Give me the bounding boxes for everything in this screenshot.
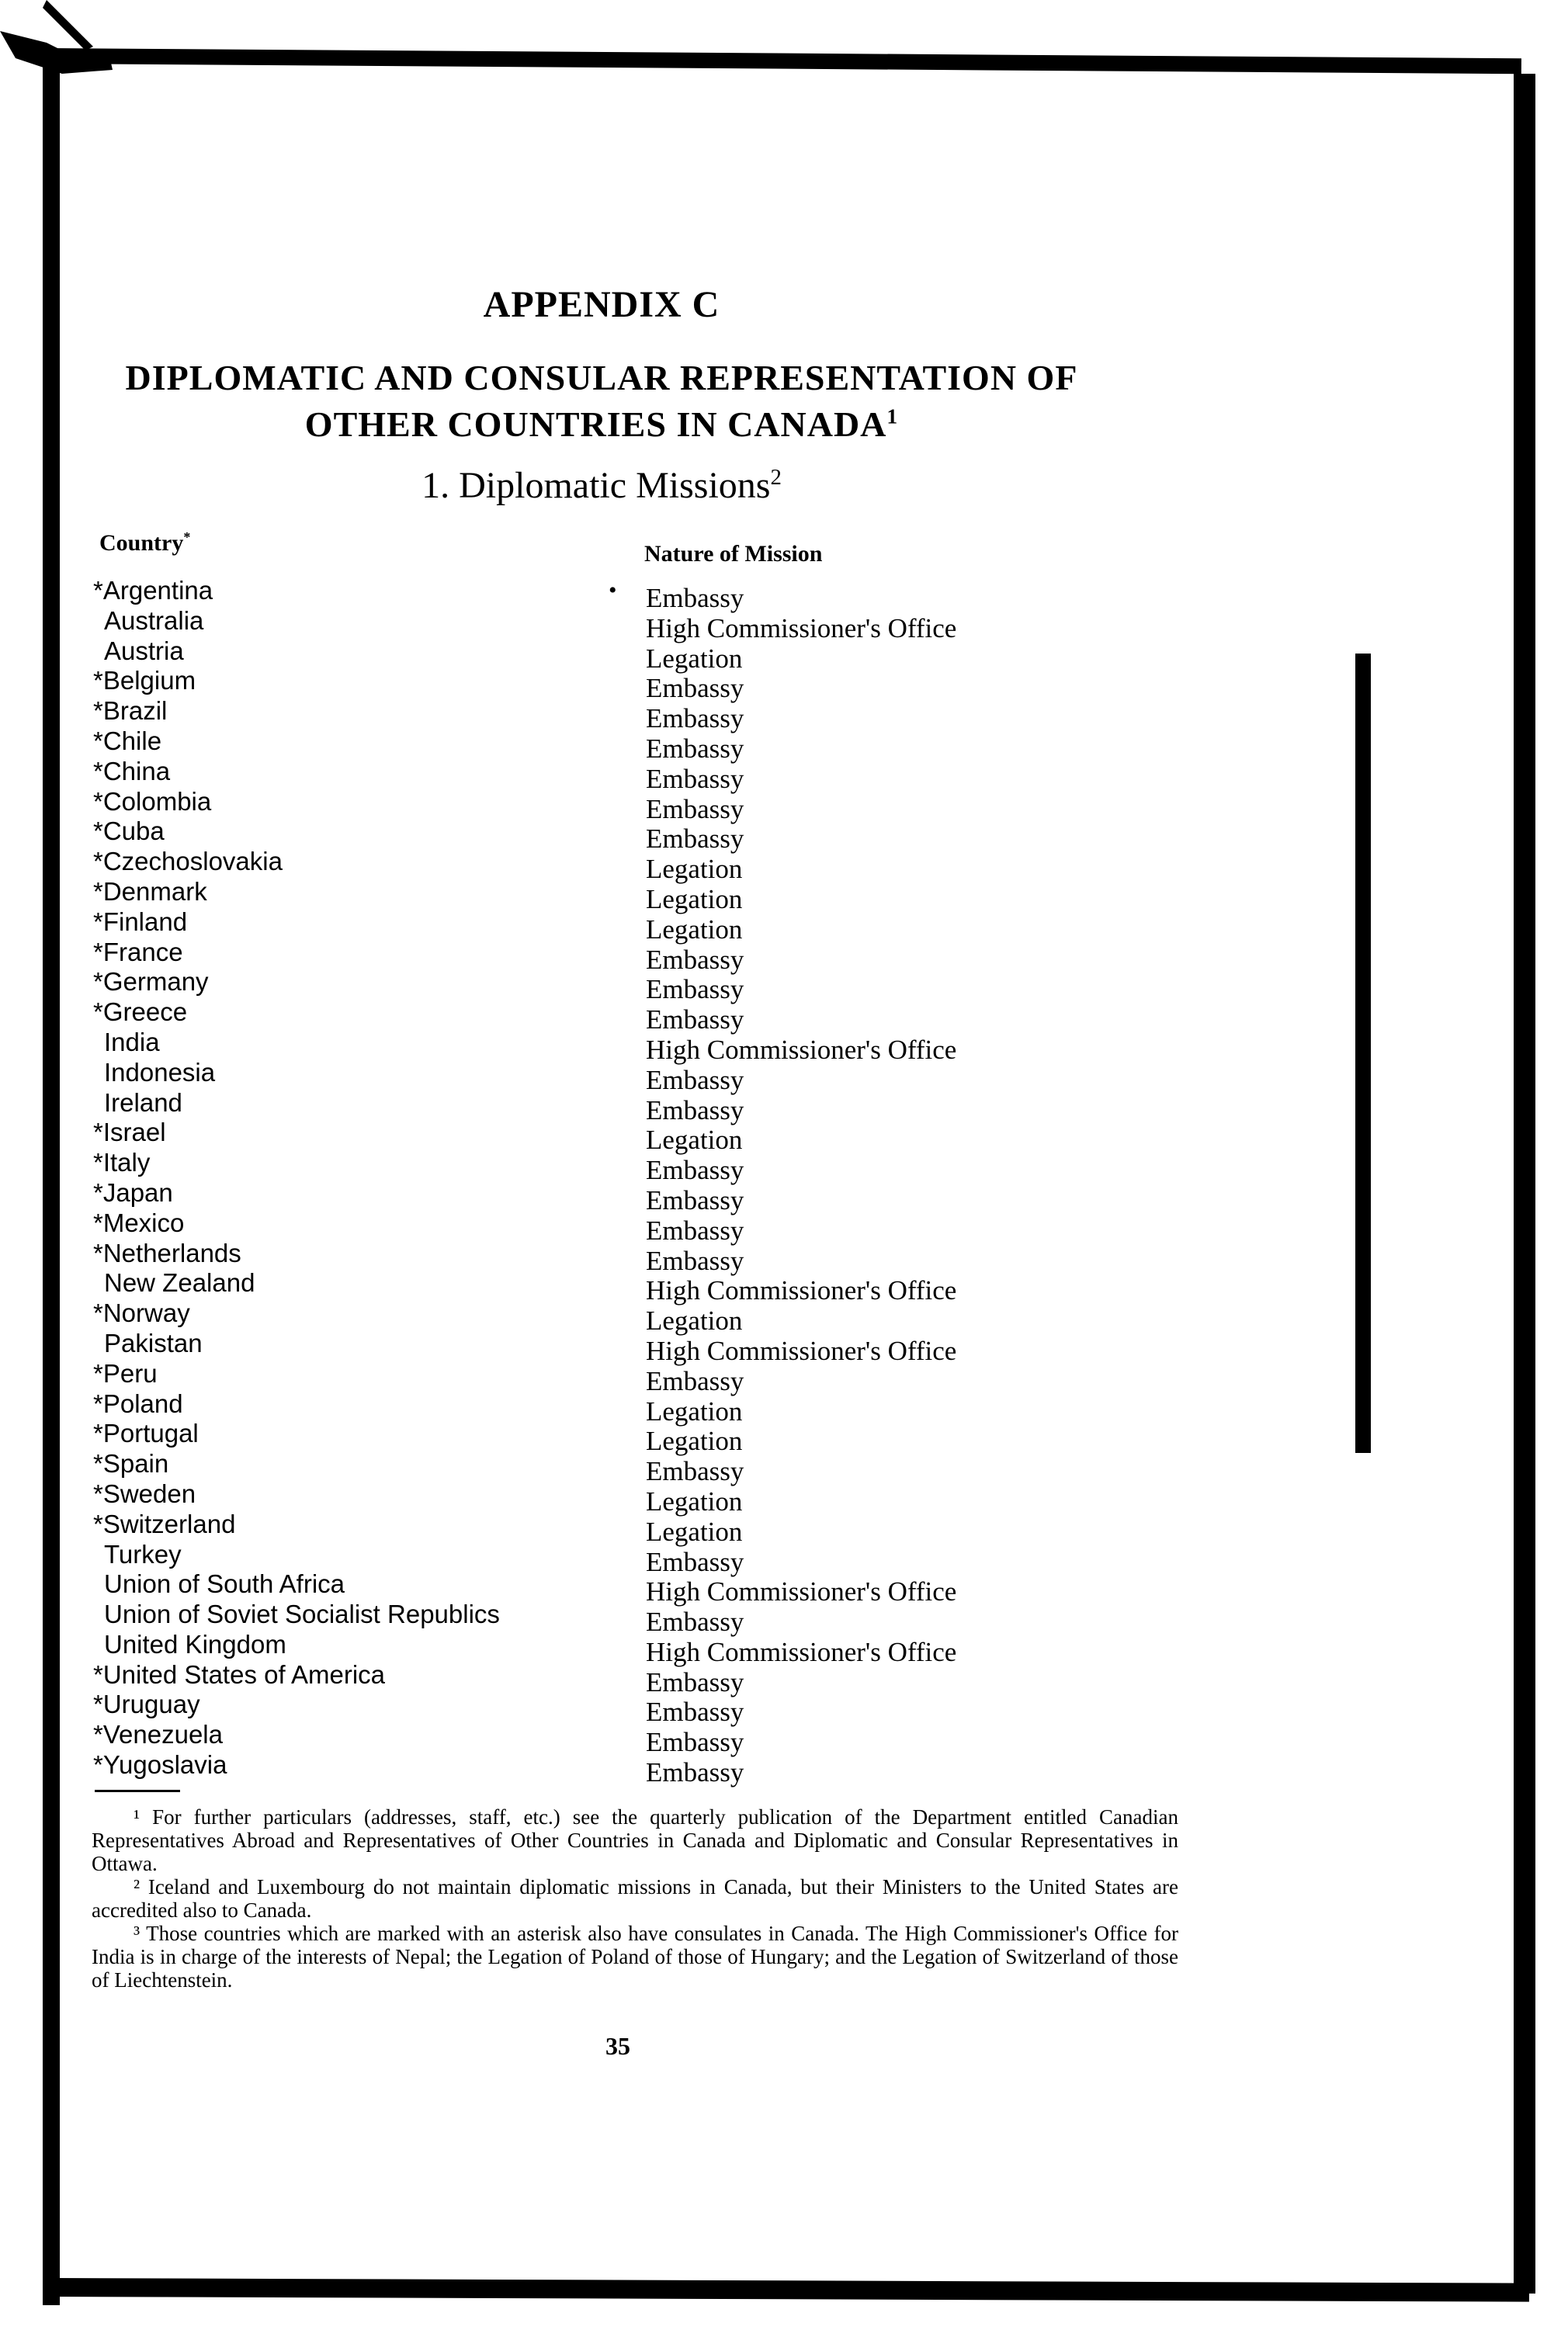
country-item: *Germany [93,967,209,997]
mission-item: Embassy [646,673,744,704]
mission-item: Embassy [646,1727,744,1758]
page-border-bottom [54,2278,1529,2302]
country-item: *China [93,756,171,785]
country-item: Union of Soviet Socialist Republics [104,1600,500,1629]
mission-item: Legation [646,1516,743,1547]
country-item: *Poland [93,1389,183,1418]
country-item: *Cuba [93,817,165,846]
mission-item: Embassy [646,944,744,975]
footnote: ² Iceland and Luxembourg do not maintain diplomatic missions in Canada, but their Ministers to the United States are accredited also to Canada. [92,1875,1178,1922]
mission-item: Embassy [646,1697,744,1728]
country-header-footnote-ref: * [183,529,191,545]
footnote: ³ Those countries which are marked with an asterisk also have consulates in Canada. The High Commissioner's Office for India is in charge of the interests of Nepal; the Legation of Poland of those of Hungary; and the Legation of Switzerland of those of Liechtenstein. [92,1922,1178,1992]
country-item: Pakistan [104,1328,203,1357]
country-header-text: Country [99,530,184,556]
country-item: Austria [104,636,184,665]
mission-item: Embassy [646,823,744,855]
country-item: *Denmark [93,876,207,906]
mission-item: Legation [646,1305,743,1337]
mission-item: Embassy [646,1666,744,1697]
country-item: *Greece [93,997,188,1027]
mission-item: Embassy [646,1064,744,1095]
country-item: *Switzerland [93,1509,236,1538]
country-item: *Spain [93,1449,169,1479]
country-item: *Venezuela [93,1720,223,1749]
country-item: *Mexico [93,1208,185,1237]
mission-item: High Commissioner's Office [646,1576,957,1607]
country-column-header [99,530,190,557]
mission-item: High Commissioner's Office [646,612,957,643]
footnote: ¹ For further particulars (addresses, staff, etc.) see the quarterly publication of the Department entitled Canadian Representatives Abroad and Representatives of Other Countries in Canada and Diplomatic and Consular Representatives in Ottawa. [92,1805,1178,1875]
country-item: *Czechoslovakia [93,847,283,876]
country-item: New Zealand [104,1268,255,1298]
mission-item: Embassy [646,703,744,734]
country-item: Union of South Africa [104,1569,345,1599]
mission-item: Embassy [646,974,744,1005]
section-title-text: 1. Diplomatic Missions [421,465,771,506]
mission-item: Legation [646,914,743,945]
page-title-line2-text: OTHER COUNTRIES IN CANADA [304,404,887,444]
page-title-line2 [0,404,1203,445]
section-footnote-ref: 2 [770,465,782,490]
mission-item: Embassy [646,763,744,794]
country-item: *Brazil [93,696,168,726]
margin-bar [1355,654,1371,1453]
country-list [93,576,500,1780]
page-title-line1: DIPLOMATIC AND CONSULAR REPRESENTATION OF [125,358,1078,397]
country-item: *Chile [93,726,162,755]
mission-item: High Commissioner's Office [646,1335,957,1366]
country-item: India [104,1027,160,1056]
country-item: *Israel [93,1118,166,1147]
country-item: *Norway [93,1299,190,1328]
mission-item: Legation [646,1486,743,1517]
mission-item: Embassy [646,1365,744,1396]
mission-item: Legation [646,883,743,914]
mission-item: Embassy [646,1607,744,1638]
country-item: *France [93,937,183,966]
mission-item: Embassy [646,1184,744,1215]
country-item: *Netherlands [93,1238,241,1267]
mission-list [646,584,956,1788]
page-corner-mark [0,0,124,85]
mission-item: Embassy [646,1245,744,1276]
country-item: *Peru [93,1358,158,1388]
mission-item: Embassy [646,1155,744,1186]
page-number: 35 [605,2032,630,2060]
mission-item: Embassy [646,733,744,764]
section-title [0,464,1203,507]
page-border-top [47,48,1521,74]
appendix-label: APPENDIX C [483,284,720,325]
mission-item: Embassy [646,1546,744,1577]
mission-item: Legation [646,854,743,885]
country-item: Australia [104,605,204,635]
country-item: *Uruguay [93,1690,200,1719]
mission-item: Embassy [646,1456,744,1487]
country-item: *Colombia [93,786,212,816]
country-item: Turkey [104,1539,182,1569]
country-item: *Belgium [93,666,196,695]
country-item: *Yugoslavia [93,1750,227,1780]
country-item: *United States of America [93,1659,386,1689]
page-border-right [1514,74,1535,2294]
mission-item: Legation [646,1426,743,1457]
country-item: *Sweden [93,1479,196,1508]
mission-item: High Commissioner's Office [646,1034,957,1065]
mission-item: Embassy [646,793,744,824]
mission-item: Embassy [646,1215,744,1246]
country-item: *Argentina [93,576,213,605]
country-item: United Kingdom [104,1629,286,1659]
stray-dot: • [609,577,617,603]
country-item: *Italy [93,1148,151,1177]
country-item: Ireland [104,1087,182,1117]
title-footnote-ref: 1 [886,404,899,428]
mission-item: Legation [646,1396,743,1427]
mission-item: High Commissioner's Office [646,1275,957,1306]
mission-item: High Commissioner's Office [646,1636,957,1667]
footnote-rule [95,1790,180,1792]
country-item: Indonesia [104,1057,216,1087]
nature-column-header: Nature of Mission [644,541,823,567]
mission-item: Legation [646,1125,743,1156]
mission-item: Embassy [646,1004,744,1035]
mission-item: Embassy [646,583,744,613]
mission-item: Legation [646,643,743,674]
mission-item: Embassy [646,1757,744,1788]
footnotes [92,1805,1178,1992]
mission-item: Embassy [646,1094,744,1125]
country-item: *Japan [93,1177,173,1207]
country-item: *Finland [93,907,188,936]
country-item: *Portugal [93,1419,199,1448]
